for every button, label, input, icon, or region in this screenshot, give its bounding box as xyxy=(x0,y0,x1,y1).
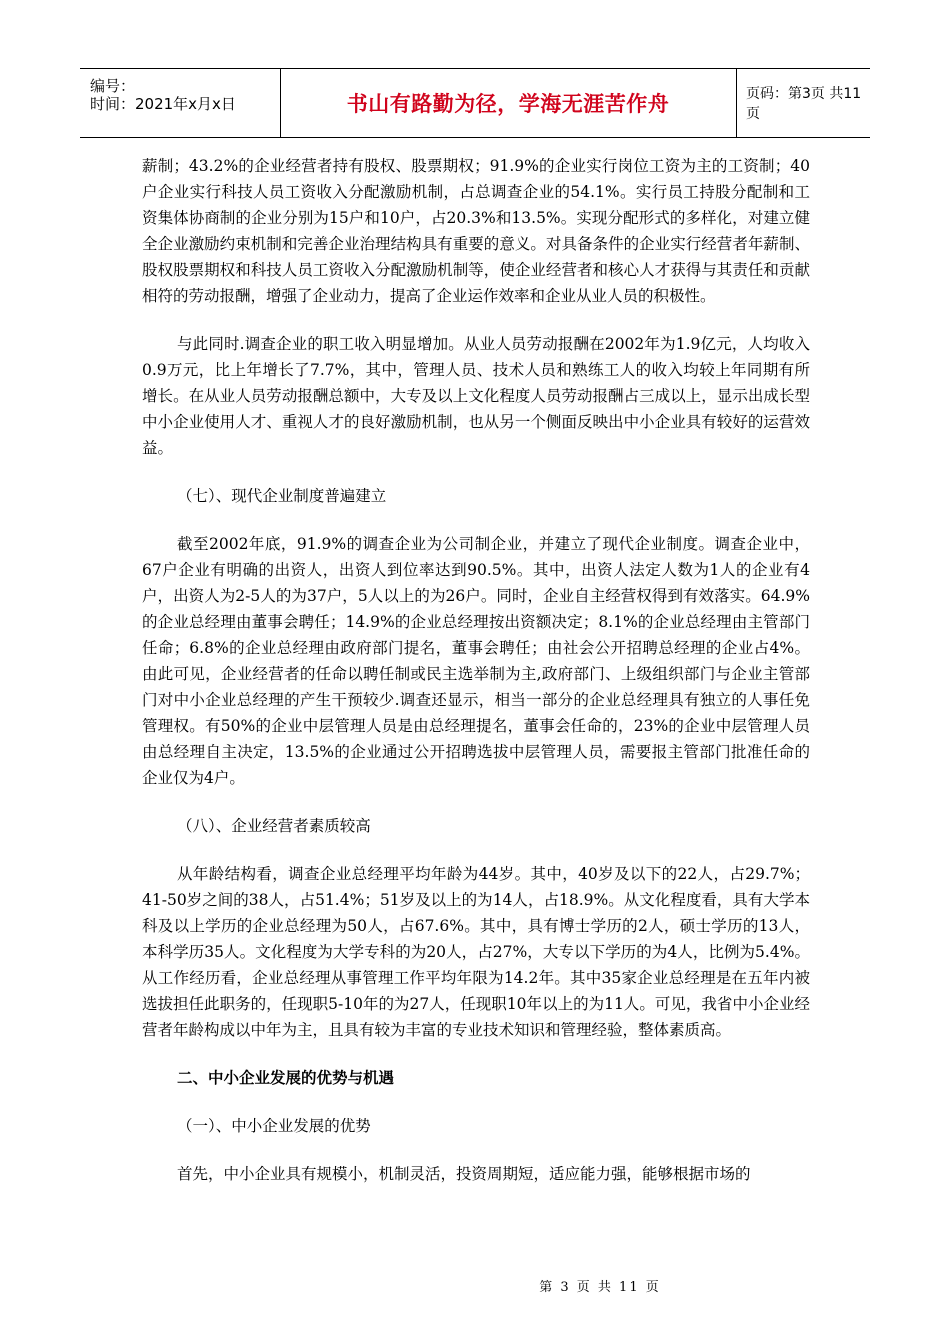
paragraph: 首先，中小企业具有规模小，机制灵活，投资周期短，适应能力强，能够根据市场的 xyxy=(177,1165,751,1183)
motto-text: 书山有路勤为径，学海无涯苦作舟 xyxy=(346,92,670,116)
page-footer xyxy=(0,1276,950,1295)
paragraph: 与此同时.调查企业的职工收入明显增加。从业人员劳动报酬在2002年为1.9亿元，人均收入0.9万元，比上年增长了7.7%，其中，管理人员、技术人员和熟练工人的收入均较上年同期有所增长。在从业人员劳动报酬总额中，大专及以上文化程度人员劳动报酬占三成以上，显示出成长型中小企业使用人才、重视人才的良好激励机制，也从另一个侧面反映出中小企业具有较好的运营效益。 xyxy=(142,335,810,457)
section-heading: （七）、现代企业制度普遍建立 xyxy=(177,487,387,505)
paragraph: 截至2002年底，91.9%的调查企业为公司制企业，并建立了现代企业制度。调查企业中，67户企业有明确的出资人，出资人到位率达到90.5%。其中，出资人法定人数为1人的企业有4户，出资人为2-5人的为37户，5人以上的为26户。同时，企业自主经营权得到有效落实。64.9%的企业总经理由董事会聘任；14.9%的企业总经理按出资额决定；8.1%的企业总经理由主管部门任命；6.8%的企业总经理由政府部门提名，董事会聘任；由社会公开招聘总经理的企业占4%。由此可见，企业经营者的任命以聘任制或民主选举制为主,政府部门、上级组织部门与企业主管部门对中小企业总经理的产生干预较少.调查还显示，相当一部分的企业总经理具有独立的人事任免管理权。有50%的企业中层管理人员是由总经理提名，董事会任命的，23%的企业中层管理人员由总经理自主决定，13.5%的企业通过公开招聘选拔中层管理人员，需要报主管部门批准任命的企业仅为4户。 xyxy=(142,535,810,787)
chapter-heading: 二、中小企业发展的优势与机遇 xyxy=(177,1068,395,1087)
footer-page-number: 第 3 页 共 11 页 xyxy=(539,1280,661,1295)
document-header xyxy=(80,68,870,138)
header-meta-cell xyxy=(80,69,281,137)
document-body xyxy=(142,153,810,1187)
paragraph: 从年龄结构看，调查企业总经理平均年龄为44岁。其中，40岁及以下的22人，占29.7%；41-50岁之间的38人，占51.4%；51岁及以上的为14人，占18.9%。从文化程度看，具有大学本科及以上学历的企业总经理为50人，占67.6%。其中，具有博士学历的2人，硕士学历的13人，本科学历35人。文化程度为大学专科的为20人，占27%，大专以下学历的为4人，比例为5.4%。从工作经历看，企业总经理从事管理工作平均年限为14.2年。其中35家企业总经理是在五年内被选拔担任此职务的，任现职5-10年的为27人，任现职10年以上的为11人。可见，我省中小企业经营者年龄构成以中年为主，且具有较为丰富的专业技术知识和管理经验，整体素质高。 xyxy=(142,865,810,1039)
page-number-cell: 页码：第3页 共11页 xyxy=(746,86,862,122)
date-label: 时间：2021年x月x日 xyxy=(90,95,236,113)
section-heading: （一）、中小企业发展的优势 xyxy=(177,1117,371,1135)
section-heading: （八）、企业经营者素质较高 xyxy=(177,817,371,835)
header-motto-cell xyxy=(280,69,737,137)
serial-label: 编号： xyxy=(90,77,136,95)
paragraph: 薪制；43.2%的企业经营者持有股权、股票期权；91.9%的企业实行岗位工资为主的工资制；40户企业实行科技人员工资收入分配激励机制，占总调查企业的54.1%。实行员工持股分配制和工资集体协商制的企业分别为15户和10户，占20.3%和13.5%。实现分配形式的多样化，对建立健全企业激励约束机制和完善企业治理结构具有重要的意义。对具备条件的企业实行经营者年薪制、股权股票期权和科技人员工资收入分配激励机制等，使企业经营者和核心人才获得与其责任和贡献相符的劳动报酬，增强了企业动力，提高了企业运作效率和企业从业人员的积极性。 xyxy=(142,157,810,305)
